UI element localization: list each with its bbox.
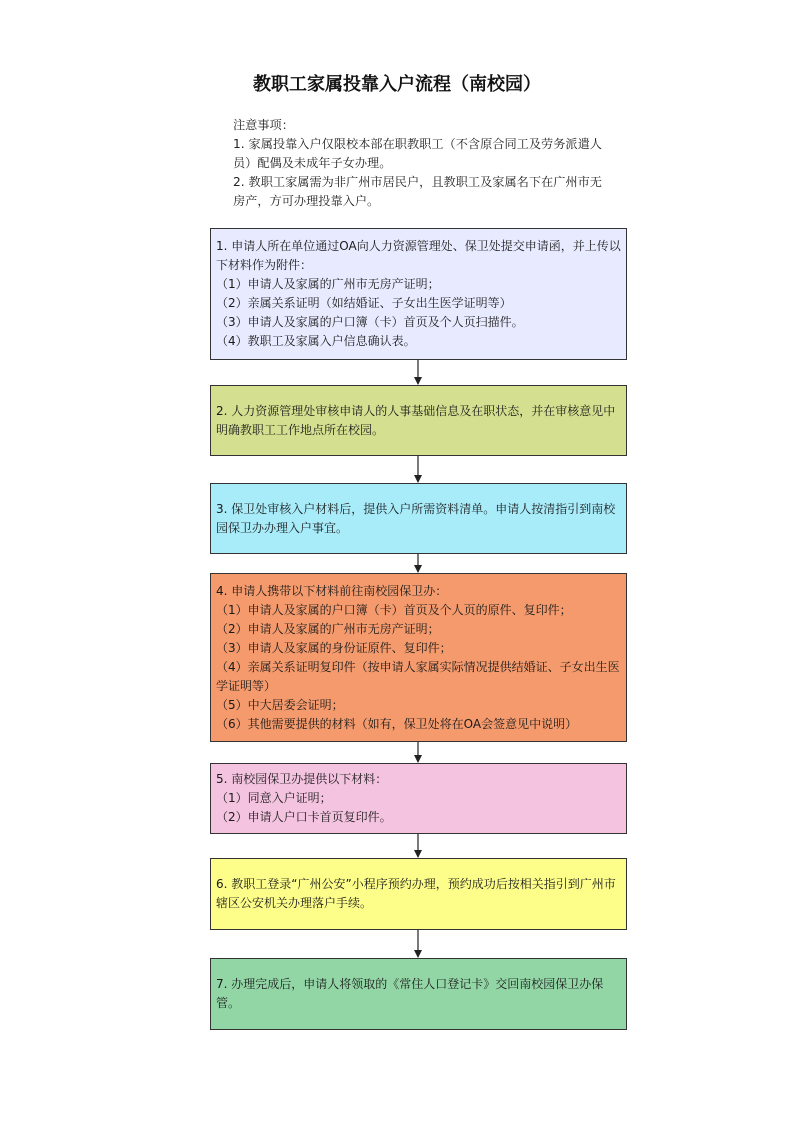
step-4-line: （3）申请人及家属的身份证原件、复印件； (216, 640, 452, 655)
step-4-line: （6）其他需要提供的材料（如有，保卫处将在OA会签意见中说明） (216, 716, 578, 731)
step-3-box (210, 483, 627, 554)
page-title: 教职工家属投靠入户流程（南校园） (253, 74, 541, 95)
step-1-line: （4）教职工及家属入户信息确认表。 (216, 334, 416, 348)
step-1-box (210, 228, 627, 360)
notes-heading: 注意事项： (233, 118, 294, 132)
step-6-box (210, 858, 627, 930)
step-1-line: （2）亲属关系证明（如结婚证、子女出生医学证明等） (216, 296, 512, 310)
step-5-line: （2）申请人户口卡首页复印件。 (216, 810, 392, 824)
step-2-line: 2. 人力资源管理处审核申请人的人事基础信息及在职状态，并在审核意见中明确教职工工作地点所在校园。 (216, 403, 616, 437)
step-4-line: （4）亲属关系证明复印件（按申请人家属实际情况提供结婚证、子女出生医学证明等） (216, 659, 620, 693)
step-1-line: （1）申请人及家属的广州市无房产证明； (216, 277, 440, 291)
step-7-line: 7. 办理完成后，申请人将领取的《常住人口登记卡》交回南校园保卫办保管。 (216, 977, 604, 1010)
step-6-line: 6. 教职工登录“广州公安”小程序预约办理，预约成功后按相关指引到广州市辖区公安机关办理落户手续。 (216, 877, 616, 910)
step-2-box (210, 385, 627, 456)
notes-item: 1. 家属投靠入户仅限校本部在职教职工（不含原合同工及劳务派遣人员）配偶及未成年子女办理。 (233, 137, 602, 170)
step-7-box (210, 958, 627, 1030)
step-3-line: 3. 保卫处审核入户材料后，提供入户所需资料清单。申请人按清指引到南校园保卫办办理入户事宜。 (216, 501, 616, 535)
step-5-line: （1）同意入户证明； (216, 791, 332, 805)
step-4-line: （1）申请人及家属的户口簿（卡）首页及个人页的原件、复印件； (216, 602, 572, 617)
notes-item: 2. 教职工家属需为非广州市居民户，且教职工及家属名下在广州市无房产，方可办理投靠入户。 (233, 175, 602, 208)
step-1-line: （3）申请人及家属的户口簿（卡）首页及个人页扫描件。 (216, 315, 524, 329)
step-5-line: 5. 南校园保卫办提供以下材料： (216, 772, 388, 786)
step-5-box (210, 763, 627, 834)
step-4-box (210, 573, 627, 742)
step-4-line: 4. 申请人携带以下材料前往南校园保卫办： (216, 583, 448, 598)
step-4-line: （5）中大居委会证明； (216, 697, 344, 712)
step-4-line: （2）申请人及家属的广州市无房产证明； (216, 621, 440, 636)
step-1-line: 1. 申请人所在单位通过OA向人力资源管理处、保卫处提交申请函，并上传以下材料作为附件： (216, 239, 621, 272)
